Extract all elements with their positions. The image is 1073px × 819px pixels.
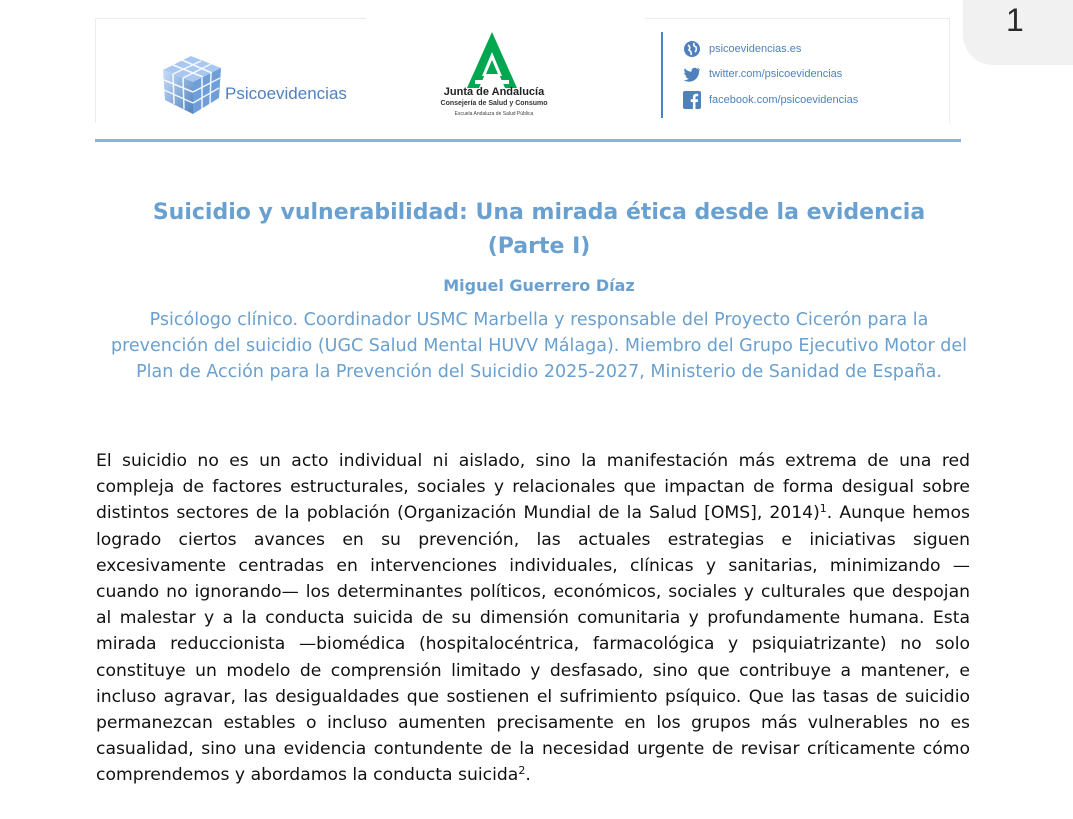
page-number: 1 [1006, 2, 1024, 38]
header-frame-left [95, 18, 366, 123]
article-paragraph [96, 448, 970, 789]
article-title [60, 196, 1018, 264]
paragraph-text: El suicidio no es un acto individual ni aislado, sino la manifestación más extrema de una red compleja de factores estructurales, sociales y relacionales que impactan de forma desigual sobre distintos sectores de la población (Organización Mundial de la Salud [OMS], 2014) [96, 451, 970, 524]
article-title-line-2: (Parte I) [487, 234, 591, 259]
junta-school: Escuela Andaluza de Salud Pública [454, 111, 534, 117]
globe-icon [683, 40, 701, 58]
twitter-icon [683, 65, 701, 83]
reference-superscript: 2 [518, 764, 526, 778]
article-title-line-1: Suicidio y vulnerabilidad: Una mirada ética desde la evidencia [152, 200, 926, 225]
article-author: Miguel Guerrero Díaz [443, 276, 635, 295]
social-link-twitter[interactable] [683, 65, 842, 83]
junta-title: Junta de Andalucía [443, 86, 545, 98]
facebook-icon [683, 91, 701, 109]
social-link-label: facebook.com/psicoevidencias [709, 94, 859, 106]
social-link-facebook[interactable] [683, 91, 858, 109]
junta-andalucia-logo-icon [465, 30, 519, 92]
paragraph-text: . [525, 765, 531, 786]
document-header [95, 18, 961, 142]
social-link-label: twitter.com/psicoevidencias [709, 68, 843, 80]
paragraph-text: . Aunque hemos logrado ciertos avances en su prevención, las actuales estrategias e iniciativas siguen excesivamente centradas en intervenciones individuales, clínicas y sanitarias, minimizando —cuando no ignorando— los determinantes políticos, económicos, sociales y culturales que despojan al malestar y a la conducta suicida de su dimensión comunitaria y profundamente humana. Esta mirada reduccionista —biomédica (hospitalocéntrica, farmacológica y psiquiatrizante) no solo constituye un modelo de comprensión limitado y desfasado, sino que contribuye a mantener, e incluso agravar, las desigualdades que sostienen el sufrimiento psíquico. Que las tasas de suicidio permanezcan estables o incluso aumenten precisamente en los grupos más vulnerables no es casualidad, sino una evidencia contundente de la necesidad urgente de revisar críticamente cómo comprendemos y abordamos la conducta suicida [96, 503, 970, 786]
social-link-label: psicoevidencias.es [709, 43, 802, 55]
header-vertical-separator [661, 32, 663, 118]
reference-superscript: 1 [819, 502, 827, 516]
psicoevidencias-cube-logo-icon [157, 48, 227, 118]
header-divider [95, 139, 961, 142]
author-affiliation: Psicólogo clínico. Coordinador USMC Marbella y responsable del Proyecto Cicerón para la prevención del suicidio (UGC Salud Mental HUVV Málaga). Miembro del Grupo Ejecutivo Motor del Plan de Acción para la Prevención del Suicidio 2025-2027, Ministerio de Sanidad de España. [110, 310, 967, 382]
brand-name: Psicoevidencias [225, 84, 347, 103]
social-link-web[interactable] [683, 40, 801, 58]
junta-subtitle: Consejería de Salud y Consumo [440, 100, 548, 107]
